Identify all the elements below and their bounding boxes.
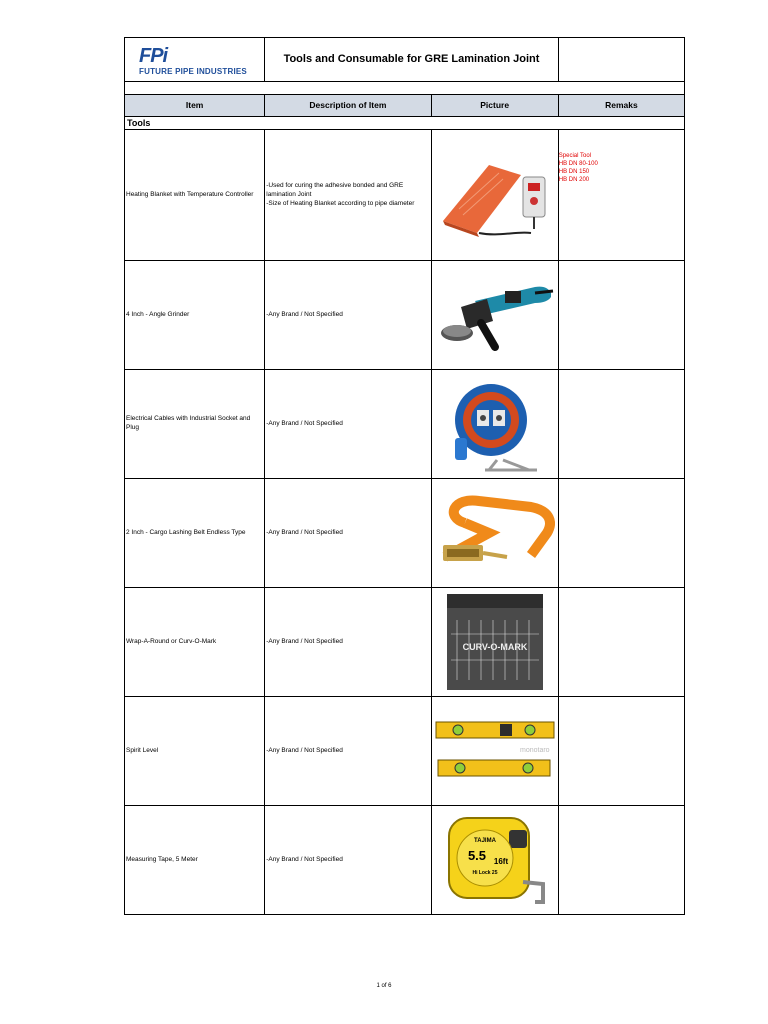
item-name: Spirit Level [125,697,265,806]
column-header-item: Item [125,95,265,117]
description-line: -Any Brand / Not Specified [266,746,343,754]
table-row [125,479,685,588]
item-picture [431,130,558,261]
angle-grinder-icon [435,271,555,359]
description-line: -Used for curing the adhesive bonded and GRE lamination Joint [266,181,404,198]
tools-table [124,37,685,915]
column-header-picture: Picture [431,95,558,117]
item-picture [431,588,558,697]
item-name: Electrical Cables with Industrial Socket and Plug [125,370,265,479]
item-picture [431,479,558,588]
item-name: 2 Inch - Cargo Lashing Belt Endless Type [125,479,265,588]
item-name: 4 Inch - Angle Grinder [125,261,265,370]
item-name: Measuring Tape, 5 Meter [125,806,265,915]
tape-size-metric: 5.5 [467,848,486,864]
item-remarks [558,370,684,479]
description-line: -Any Brand / Not Specified [266,528,343,536]
item-picture [431,261,558,370]
document-title: Tools and Consumable for GRE Lamination Joint [265,38,559,82]
column-header-description: Description of Item [265,95,431,117]
heating-blanket-icon [439,147,551,243]
level-watermark: monotaro [519,747,550,755]
remark-line: HB DN 150 [558,169,590,176]
column-header-remarks: Remaks [558,95,684,117]
logo-name: FUTURE PIPE INDUSTRIES [139,67,247,76]
header-blank-cell [558,38,684,82]
item-description [265,130,431,261]
item-picture [431,806,558,915]
description-line: -Any Brand / Not Specified [266,855,343,863]
tape-lock-label: Hi Lock 25 [472,870,498,877]
item-picture [431,697,558,806]
item-name: Heating Blanket with Temperature Controller [125,130,265,261]
table-row [125,261,685,370]
description-line: -Any Brand / Not Specified [266,310,343,318]
description-line: -Size of Heating Blanket according to pipe diameter [266,199,415,207]
remark-line: HB DN 200 [558,177,590,184]
table-row [125,806,685,915]
spacer-row [125,82,685,95]
measuring-tape-icon [439,812,551,908]
item-description [265,806,431,915]
item-remarks [558,806,684,915]
section-title: Tools [125,117,685,130]
item-description [265,261,431,370]
tape-size-feet: 16ft [493,857,508,867]
item-remarks [558,479,684,588]
remark-line: Special Tool [558,153,592,160]
logo-mark: FPi [139,45,168,67]
tape-brand: TAJIMA [473,838,496,845]
document-sheet [124,37,685,915]
description-line: -Any Brand / Not Specified [266,637,343,645]
lashing-belt-icon [435,493,555,573]
item-remarks [558,261,684,370]
item-description [265,479,431,588]
item-description [265,697,431,806]
description-line: -Any Brand / Not Specified [266,419,343,427]
cable-reel-icon [445,374,545,474]
table-row [125,588,685,697]
table-row [125,370,685,479]
table-row [125,697,685,806]
item-remarks [558,697,684,806]
item-name: Wrap-A-Round or Curv-O-Mark [125,588,265,697]
item-description [265,370,431,479]
page-number: 1 of 6 [376,983,392,989]
item-remarks [558,130,684,261]
item-remarks [558,588,684,697]
wrap-around-icon [437,590,553,694]
remark-line: HB DN 80-100 [558,161,598,168]
table-row [125,130,685,261]
item-description [265,588,431,697]
spirit-level-icon [434,718,556,784]
company-logo [139,43,247,78]
item-picture [431,370,558,479]
wrap-around-label: CURV-O-MARK [462,642,528,653]
logo-cell [125,38,265,82]
